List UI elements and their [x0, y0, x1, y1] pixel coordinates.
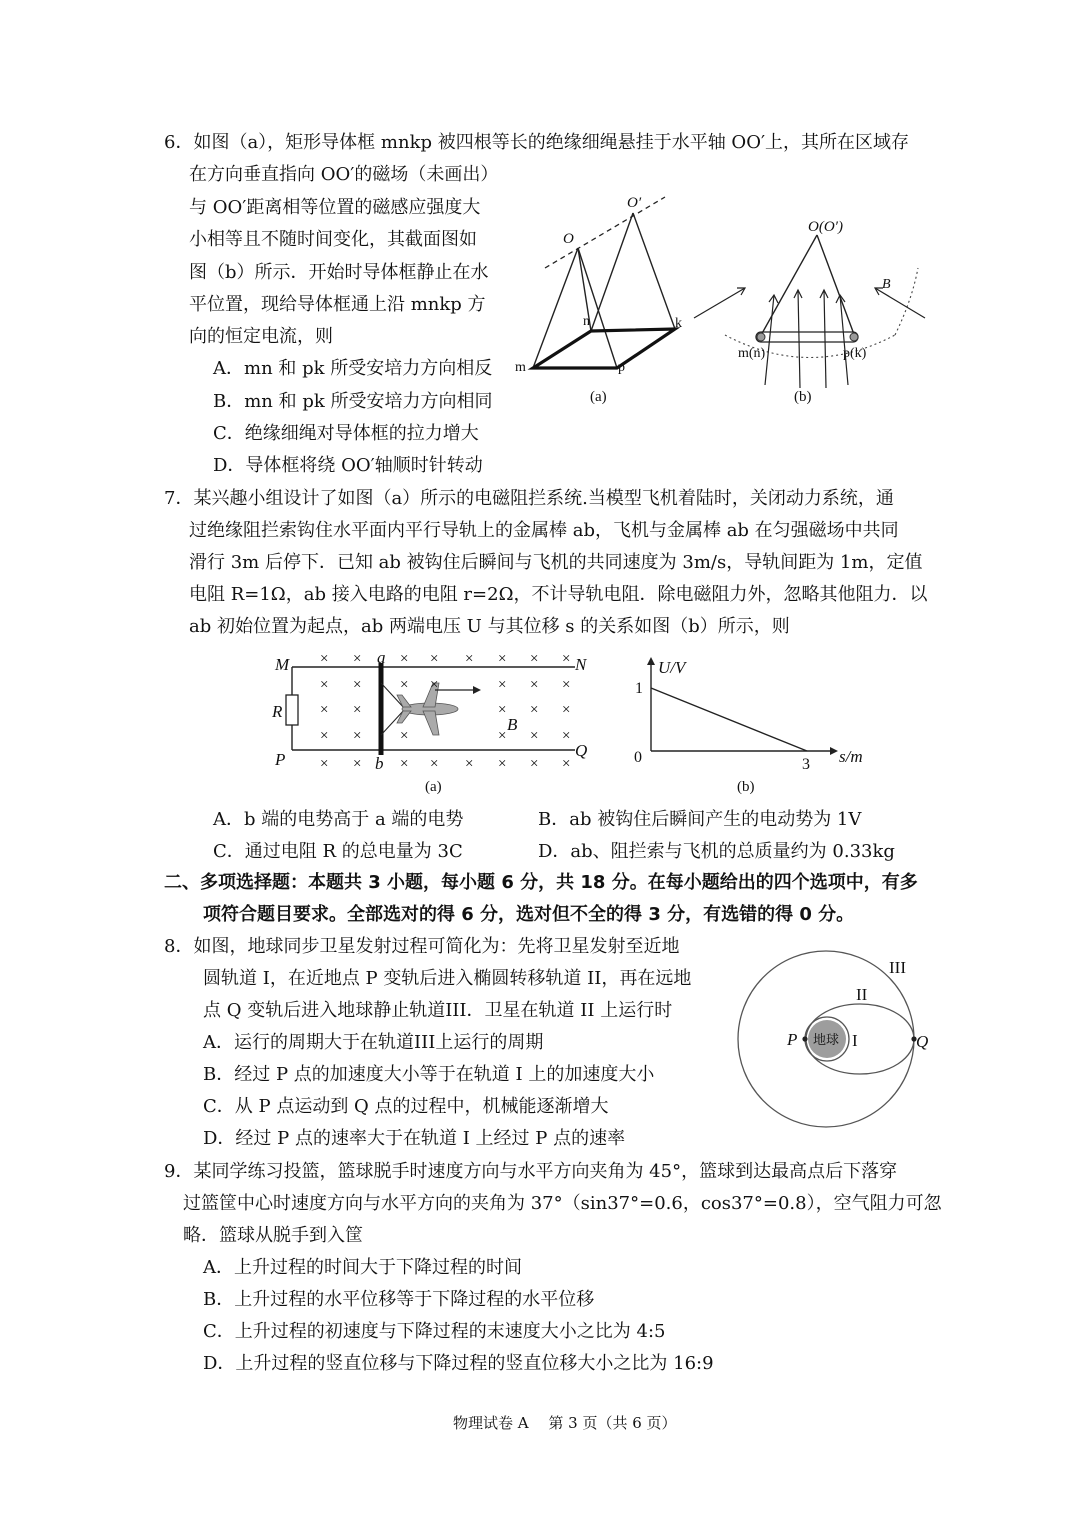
q8-option-b: B．经过 P 点的加速度大小等于在轨道 I 上的加速度大小	[203, 1064, 655, 1085]
fig8-label-Q: Q	[916, 1032, 929, 1051]
fig7a-label-Q: Q	[575, 741, 588, 760]
q7-option-b: B．ab 被钩住后瞬间产生的电动势为 1V	[538, 809, 862, 830]
q6-option-a: A．mn 和 pk 所受安培力方向相反	[213, 358, 493, 379]
field-cross: ×	[400, 651, 409, 667]
fig6a-label-m: m	[515, 360, 526, 375]
q9-option-a: A．上升过程的时间大于下降过程的时间	[203, 1257, 522, 1278]
field-cross: ×	[562, 756, 571, 772]
field-cross: ×	[353, 651, 362, 667]
q6-figure-a	[505, 185, 705, 410]
q7-line-4: 电阻 R=1Ω，ab 接入电路的电阻 r=2Ω，不计导轨电阻．除电磁阻力外，忽略其他阻力．以	[189, 584, 928, 605]
field-cross: ×	[320, 756, 329, 772]
field-cross: ×	[320, 651, 329, 667]
section2-heading-line-2: 项符合题目要求。全部选对的得 6 分，选对但不全的得 3 分，有选错的得 0 分。	[203, 904, 855, 925]
q8-option-a: A．运行的周期大于在轨道III上运行的周期	[203, 1032, 544, 1053]
q9-option-c: C．上升过程的初速度与下降过程的末速度大小之比为 4:5	[203, 1321, 666, 1342]
field-cross: ×	[498, 728, 507, 744]
q9-option-b: B．上升过程的水平位移等于下降过程的水平位移	[203, 1289, 595, 1310]
fig7a-label-b: b	[375, 754, 384, 773]
fig7a-caption: (a)	[425, 779, 442, 795]
page-footer: 物理试卷 A 第 3 页（共 6 页）	[453, 1414, 677, 1432]
field-cross: ×	[353, 677, 362, 693]
fig6b-caption: (b)	[794, 389, 812, 405]
fig7b-tick-3: 3	[802, 756, 810, 773]
fig6a-label-p: p	[618, 360, 625, 375]
field-cross: ×	[430, 756, 439, 772]
field-cross: ×	[530, 677, 539, 693]
q9-line-3: 略．篮球从脱手到入筐	[183, 1225, 363, 1246]
q6-option-d: D．导体框将绕 OO′轴顺时针转动	[213, 455, 483, 476]
q8-orbit-figure	[725, 950, 940, 1130]
fig7b-xlabel: s/m	[839, 747, 863, 766]
q6-option-c: C．绝缘细绳对导体框的拉力增大	[213, 423, 479, 444]
fig8-label-P: P	[787, 1030, 798, 1049]
q7-line-5: ab 初始位置为起点，ab 两端电压 U 与其位移 s 的关系如图（b）所示，则	[189, 616, 790, 637]
q6-option-b: B．mn 和 pk 所受安培力方向相同	[213, 391, 493, 412]
q6-line-2: 在方向垂直指向 OO′的磁场（未画出）	[189, 164, 499, 185]
q6-figure-b	[690, 210, 945, 410]
field-cross: ×	[498, 756, 507, 772]
field-cross: ×	[400, 728, 409, 744]
field-cross: ×	[498, 677, 507, 693]
q7-option-d: D．ab、阻拦索与飞机的总质量约为 0.33kg	[538, 841, 895, 862]
q8-option-c: C．从 P 点运动到 Q 点的过程中，机械能逐渐增大	[203, 1096, 609, 1117]
q9-line-1: 9．某同学练习投篮，篮球脱手时速度方向与水平方向夹角为 45°，篮球到达最高点后下落穿	[164, 1161, 898, 1182]
field-cross: ×	[562, 677, 571, 693]
field-cross: ×	[530, 756, 539, 772]
fig8-label-II: II	[856, 985, 868, 1004]
fig6a-label-O: O	[563, 231, 574, 247]
fig6a-caption: (a)	[590, 389, 607, 405]
q7-line-3: 滑行 3m 后停下．已知 ab 被钩住后瞬间与飞机的共同速度为 3m/s，导轨间距为 1m，定值	[189, 552, 923, 573]
field-cross: ×	[430, 651, 439, 667]
q6-line-4: 小相等且不随时间变化，其截面图如	[189, 229, 477, 250]
q7-line-1: 7．某兴趣小组设计了如图（a）所示的电磁阻拦系统.当模型飞机着陆时，关闭动力系统，通	[164, 488, 894, 509]
fig7b-tick-1: 1	[635, 680, 643, 697]
q9-option-d: D．上升过程的竖直位移与下降过程的竖直位移大小之比为 16:9	[203, 1353, 714, 1374]
field-cross: ×	[465, 756, 474, 772]
fig6b-label-B: B	[882, 277, 891, 292]
field-cross: ×	[498, 702, 507, 718]
q6-line-6: 平位置，现给导体框通上沿 mnkp 方	[189, 294, 486, 315]
field-cross: ×	[400, 677, 409, 693]
q6-line-1: 6．如图（a），矩形导体框 mnkp 被四根等长的绝缘细绳悬挂于水平轴 OO′上，其所在区域存	[164, 132, 910, 153]
q6-line-5: 图（b）所示．开始时导体框静止在水	[189, 262, 489, 283]
fig7a-label-M: M	[275, 655, 290, 674]
q7-option-c: C．通过电阻 R 的总电量为 3C	[213, 841, 463, 862]
q6-line-7: 向的恒定电流，则	[189, 326, 333, 347]
field-cross: ×	[562, 728, 571, 744]
q7-figure-a	[265, 645, 605, 800]
field-cross: ×	[320, 728, 329, 744]
q6-line-3: 与 OO′距离相等位置的磁感应强度大	[189, 197, 481, 218]
q8-line-3: 点 Q 变轨后进入地球静止轨道III．卫星在轨道 II 上运行时	[203, 1000, 673, 1021]
fig7a-label-N: N	[575, 655, 587, 674]
field-cross: ×	[320, 702, 329, 718]
field-cross: ×	[353, 728, 362, 744]
fig8-label-III: III	[889, 958, 906, 977]
q7-line-2: 过绝缘阻拦索钩住水平面内平行导轨上的金属棒 ab，飞机与金属棒 ab 在匀强磁场中共同	[189, 520, 899, 541]
fig7b-origin: 0	[634, 749, 642, 766]
fig7a-label-a: a	[377, 648, 386, 667]
field-cross: ×	[430, 677, 439, 693]
fig6b-label-mn: m(n)	[738, 346, 766, 361]
field-cross: ×	[400, 756, 409, 772]
field-cross: ×	[562, 651, 571, 667]
fig6a-label-n: n	[583, 314, 590, 329]
q7-figure-b	[625, 645, 880, 800]
field-cross: ×	[530, 651, 539, 667]
section2-heading-line-1: 二、多项选择题：本题共 3 小题，每小题 6 分，共 18 分。在每小题给出的四个选项中，有多	[164, 872, 918, 893]
fig6b-label-pk: p(k)	[843, 346, 867, 361]
fig7b-ylabel: U/V	[658, 658, 686, 677]
q8-option-d: D．经过 P 点的速率大于在轨道 I 上经过 P 点的速率	[203, 1128, 626, 1149]
field-cross: ×	[498, 651, 507, 667]
q9-line-2: 过篮筐中心时速度方向与水平方向的夹角为 37°（sin37°=0.6，cos37°=0.8），空气阻力可忽	[183, 1193, 942, 1214]
field-cross: ×	[530, 728, 539, 744]
field-cross: ×	[320, 677, 329, 693]
fig7a-label-P: P	[275, 750, 286, 769]
field-cross: ×	[562, 702, 571, 718]
earth-label: 地球	[813, 1032, 840, 1047]
q8-line-2: 圆轨道 I，在近地点 P 变轨后进入椭圆转移轨道 II，再在远地	[203, 968, 692, 989]
fig7b-caption: (b)	[737, 779, 755, 795]
field-cross: ×	[353, 756, 362, 772]
fig7a-label-B: B	[507, 715, 518, 734]
q7-option-a: A．b 端的电势高于 a 端的电势	[213, 809, 464, 830]
fig8-label-I: I	[852, 1031, 858, 1050]
field-cross: ×	[530, 702, 539, 718]
q8-line-1: 8．如图，地球同步卫星发射过程可简化为：先将卫星发射至近地	[164, 936, 680, 957]
field-cross: ×	[353, 702, 362, 718]
fig6a-label-O-prime: O′	[627, 195, 642, 211]
field-cross: ×	[465, 651, 474, 667]
fig6a-label-k: k	[675, 316, 682, 331]
fig6b-label-O: O(O′)	[808, 219, 843, 235]
fig7a-label-R: R	[272, 702, 283, 721]
